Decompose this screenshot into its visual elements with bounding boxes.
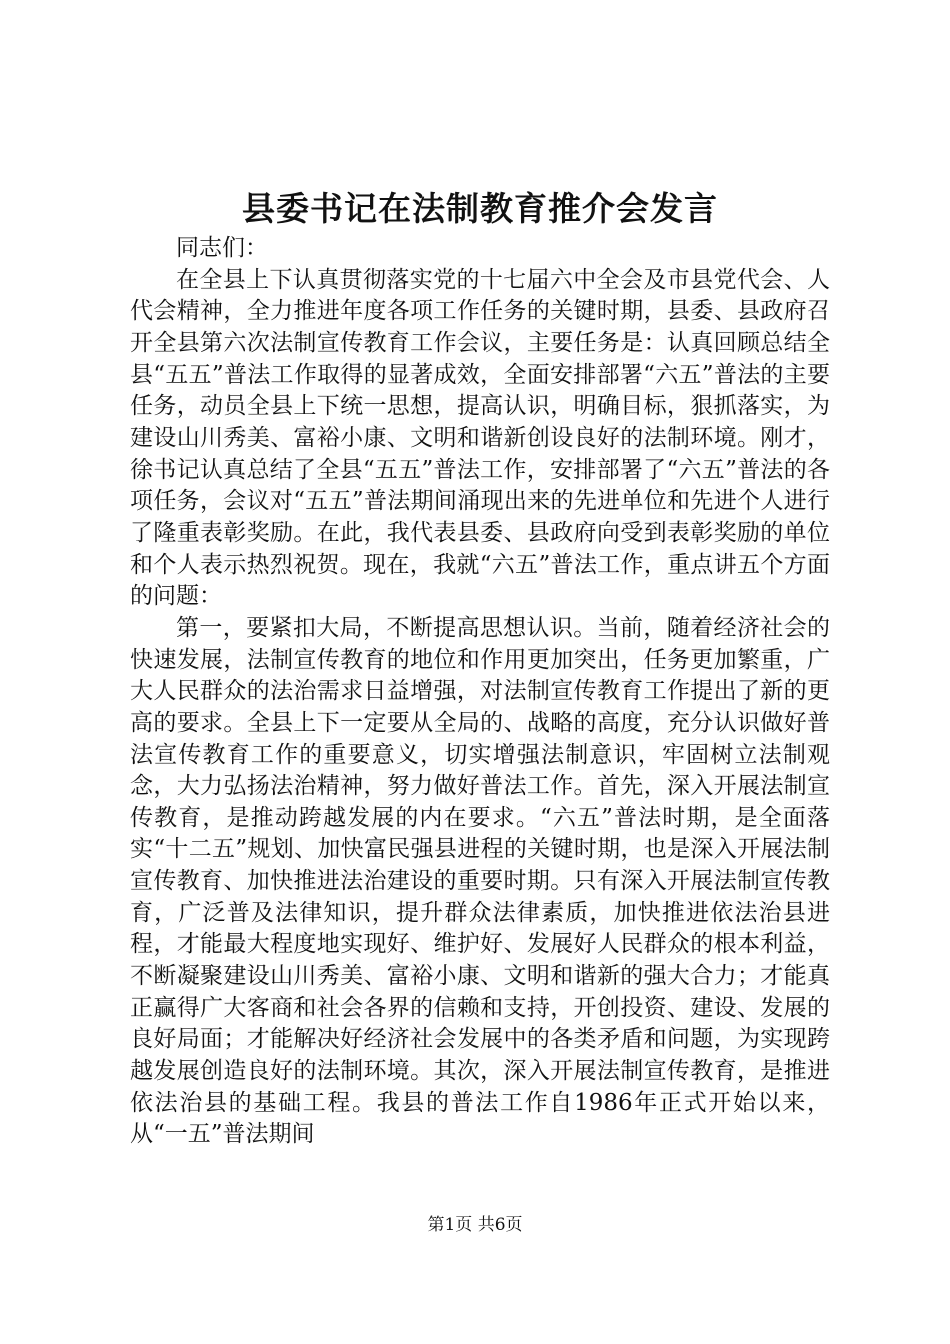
salutation-paragraph: 同志们： <box>176 235 268 261</box>
page-footer: 第1页 共6页 <box>427 1215 523 1235</box>
intro-paragraph: 在全县上下认真贯彻落实党的十七届六中全会及市县党代会、人代会精神，全力推进年度各项工作任务的关键时期，县委、县政府召开全县第六次法制宣传教育工作会议，主要任务是：认真回顾总结全县“五五”普法工作取得的显著成效，全面安排部署“六五”普法的主要任务，动员全县上下统一思想，提高认识，明确目标，狠抓落实，为建设山川秀美、富裕小康、文明和谐新创设良好的法制环境。刚才，徐书记认真总结了全县“五五”普法工作，安排部署了“六五”普法的各项任务，会议对“五五”普法期间涌现出来的先进单位和先进个人进行了隆重表彰奖励。在此，我代表县委、县政府向受到表彰奖励的单位和个人表示热烈祝贺。现在，我就“六五”普法工作，重点讲五个方面的问题： <box>130 266 830 610</box>
document-title: 县委书记在法制教育推介会发言 <box>242 189 718 228</box>
point-one-paragraph: 第一，要紧扣大局，不断提高思想认识。当前，随着经济社会的快速发展，法制宣传教育的地位和作用更加突出，任务更加繁重，广大人民群众的法治需求日益增强，对法制宣传教育工作提出了新的更高的要求。全县上下一定要从全局的、战略的高度，充分认识做好普法宣传教育工作的重要意义，切实增强法制意识，牢固树立法制观念，大力弘扬法治精神，努力做好普法工作。首先，深入开展法制宣传教育，是推动跨越发展的内在要求。“六五”普法时期，是全面落实“十二五”规划、加快富民强县进程的关键时期，也是深入开展法制宣传教育、加快推进法治建设的重要时期。只有深入开展法制宣传教育，广泛普及法律知识，提升群众法律素质，加快推进依法治县进程，才能最大程度地实现好、维护好、发展好人民群众的根本利益，不断凝聚建设山川秀美、富裕小康、文明和谐新的强大合力；才能真正赢得广大客商和社会各界的信赖和支持，开创投资、建设、发展的良好局面；才能解决好经济社会发展中的各类矛盾和问题，为实现跨越发展创造良好的法制环境。其次，深入开展法制宣传教育，是推进依法治县的基础工程。我县的普法工作自1986年正式开始以来，从“一五”普法期间 <box>130 614 830 1148</box>
document-body <box>130 233 830 1151</box>
